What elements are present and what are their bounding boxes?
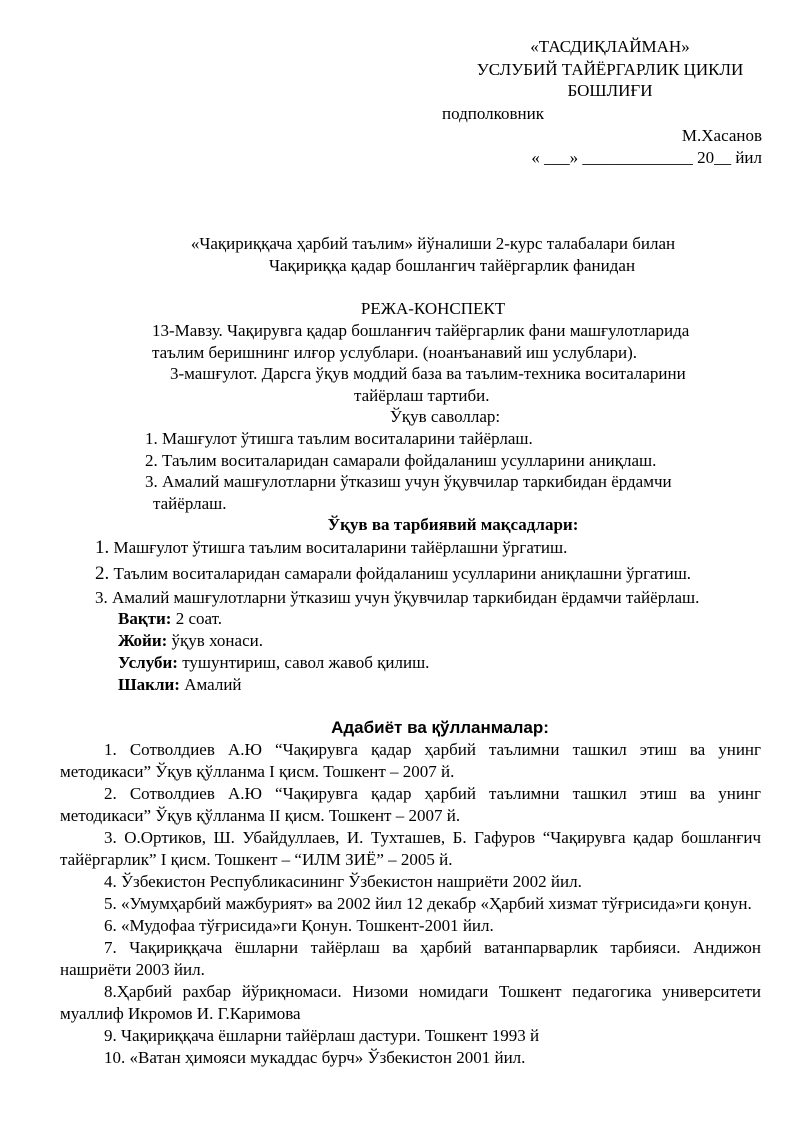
approval-date: « ___» _____________ 20__ йил — [531, 148, 762, 167]
approval-title: «ТАСДИҚЛАЙМАН» — [530, 37, 690, 56]
literature-item: 1. Сотволдиев А.Ю “Чақирувга қадар ҳарбий таълимни ташкил этиш ва унинг методикаси” Ўқув қўлланма I қисм. Тошкент – 2007 й. — [60, 740, 761, 781]
meta-value: Амалий — [179, 675, 242, 694]
topic-line-1: 13-Мавзу. Чақирувга қадар бошланғич тайёргарлик фани машғулотларида — [152, 321, 690, 340]
questions-title: Ўқув саволлар: — [389, 407, 501, 426]
meta-label: Вақти: — [118, 609, 172, 628]
literature-list — [60, 739, 761, 1069]
goal-number: 2. — [95, 563, 110, 584]
goal-text: Таълим воситаларидан самарали фойдаланиш усулларини аниқлашни ўргатиш. — [109, 564, 692, 583]
literature-item: 10. «Ватан ҳимояси мукаддас бурч» Ўзбекистон 2001 йил. — [104, 1048, 526, 1067]
lesson-line-2: тайёрлаш тартиби. — [354, 386, 490, 405]
goals-title: Ўқув ва тарбиявий мақсадлари: — [327, 515, 579, 534]
literature-item: 3. О.Ортиков, Ш. Убайдуллаев, И. Тухташев, Б. Гафуров “Чақирувга қадар бошланғич тайёргарлик” I қисм. Тошкент – “ИЛМ ЗИЁ” – 2005 й. — [60, 828, 761, 869]
goal-text: Машғулот ўтишга таълим воситаларини тайёрлашни ўргатиш. — [109, 538, 568, 557]
literature-title: Адабиёт ва қўлланмалар: — [331, 718, 549, 737]
approval-rank: подполковник — [442, 104, 544, 123]
literature-item: 7. Чақириққача ёшларни тайёрлаш ва ҳарбий ватанпарварлик тарбияси. Андижон нашриёти 2003 йил. — [60, 938, 761, 979]
meta-time — [118, 608, 222, 630]
lesson-line-1: 3-машғулот. Дарсга ўқув моддий база ва таълим-техника воситаларини — [170, 364, 686, 383]
approval-position-line1: УСЛУБИЙ ТАЙЁРГАРЛИК ЦИКЛИ — [476, 60, 744, 79]
question-item-continuation: тайёрлаш. — [153, 494, 227, 513]
topic-line-2: таълим беришнинг илғор услублари. (ноанъанавий иш услублари). — [152, 343, 638, 362]
goal-item — [95, 537, 567, 559]
literature-item: 2. Сотволдиев А.Ю “Чақирувга қадар ҳарбий таълимни ташкил этиш ва унинг методикаси” Ўқув қўлланма II қисм. Тошкент – 2007 й. — [60, 784, 761, 825]
literature-item: 5. «Умумҳарбий мажбурият» ва 2002 йил 12 декабр «Ҳарбий хизмат тўғрисида»ги қонун. — [104, 894, 752, 913]
meta-method — [118, 652, 429, 674]
meta-place — [118, 630, 263, 652]
heading-line-2: Чақириққа қадар бошлангич тайёргарлик фанидан — [268, 256, 636, 275]
question-item: 1. Машғулот ўтишга таълим воситаларини тайёрлаш. — [145, 429, 533, 448]
meta-label: Жойи: — [118, 631, 168, 650]
meta-label: Шакли: — [118, 675, 180, 694]
meta-form — [118, 674, 242, 696]
goal-item — [95, 563, 691, 585]
literature-item: 9. Чақириққача ёшларни тайёрлаш дастури. Тошкент 1993 й — [104, 1026, 540, 1045]
literature-item: 6. «Мудофаа тўғрисида»ги Қонун. Тошкент-2001 йил. — [104, 916, 494, 935]
approval-position-line2: БОШЛИҒИ — [567, 81, 653, 100]
goal-number: 1. — [95, 537, 110, 558]
question-item: 3. Амалий машғулотларни ўтказиш учун ўқувчилар таркибидан ёрдамчи — [145, 472, 672, 491]
goal-text: Амалий машғулотларни ўтказиш учун ўқувчилар таркибидан ёрдамчи тайёрлаш. — [107, 588, 700, 607]
goal-item — [95, 587, 699, 609]
meta-value: тушунтириш, савол жавоб қилиш. — [177, 653, 430, 672]
question-item: 2. Таълим воситаларидан самарали фойдаланиш усулларини аниқлаш. — [145, 451, 657, 470]
meta-value: 2 соат. — [171, 609, 223, 628]
meta-value: ўқув хонаси. — [167, 631, 263, 650]
approval-name: М.Хасанов — [681, 126, 762, 145]
document-type-title: РЕЖА-КОНСПЕКТ — [360, 299, 506, 318]
goal-number: 3. — [95, 588, 108, 607]
literature-item: 8.Ҳарбий рахбар йўриқномаси. Низоми номидаги Тошкент педагогика университети муаллиф Икромов И. Г.Каримова — [60, 982, 761, 1023]
heading-line-1: «Чақириққача ҳарбий таълим» йўналиши 2-курс талабалари билан — [190, 234, 676, 253]
literature-item: 4. Ўзбекистон Республикасининг Ўзбекистон нашриёти 2002 йил. — [104, 872, 582, 891]
meta-label: Услуби: — [118, 653, 178, 672]
